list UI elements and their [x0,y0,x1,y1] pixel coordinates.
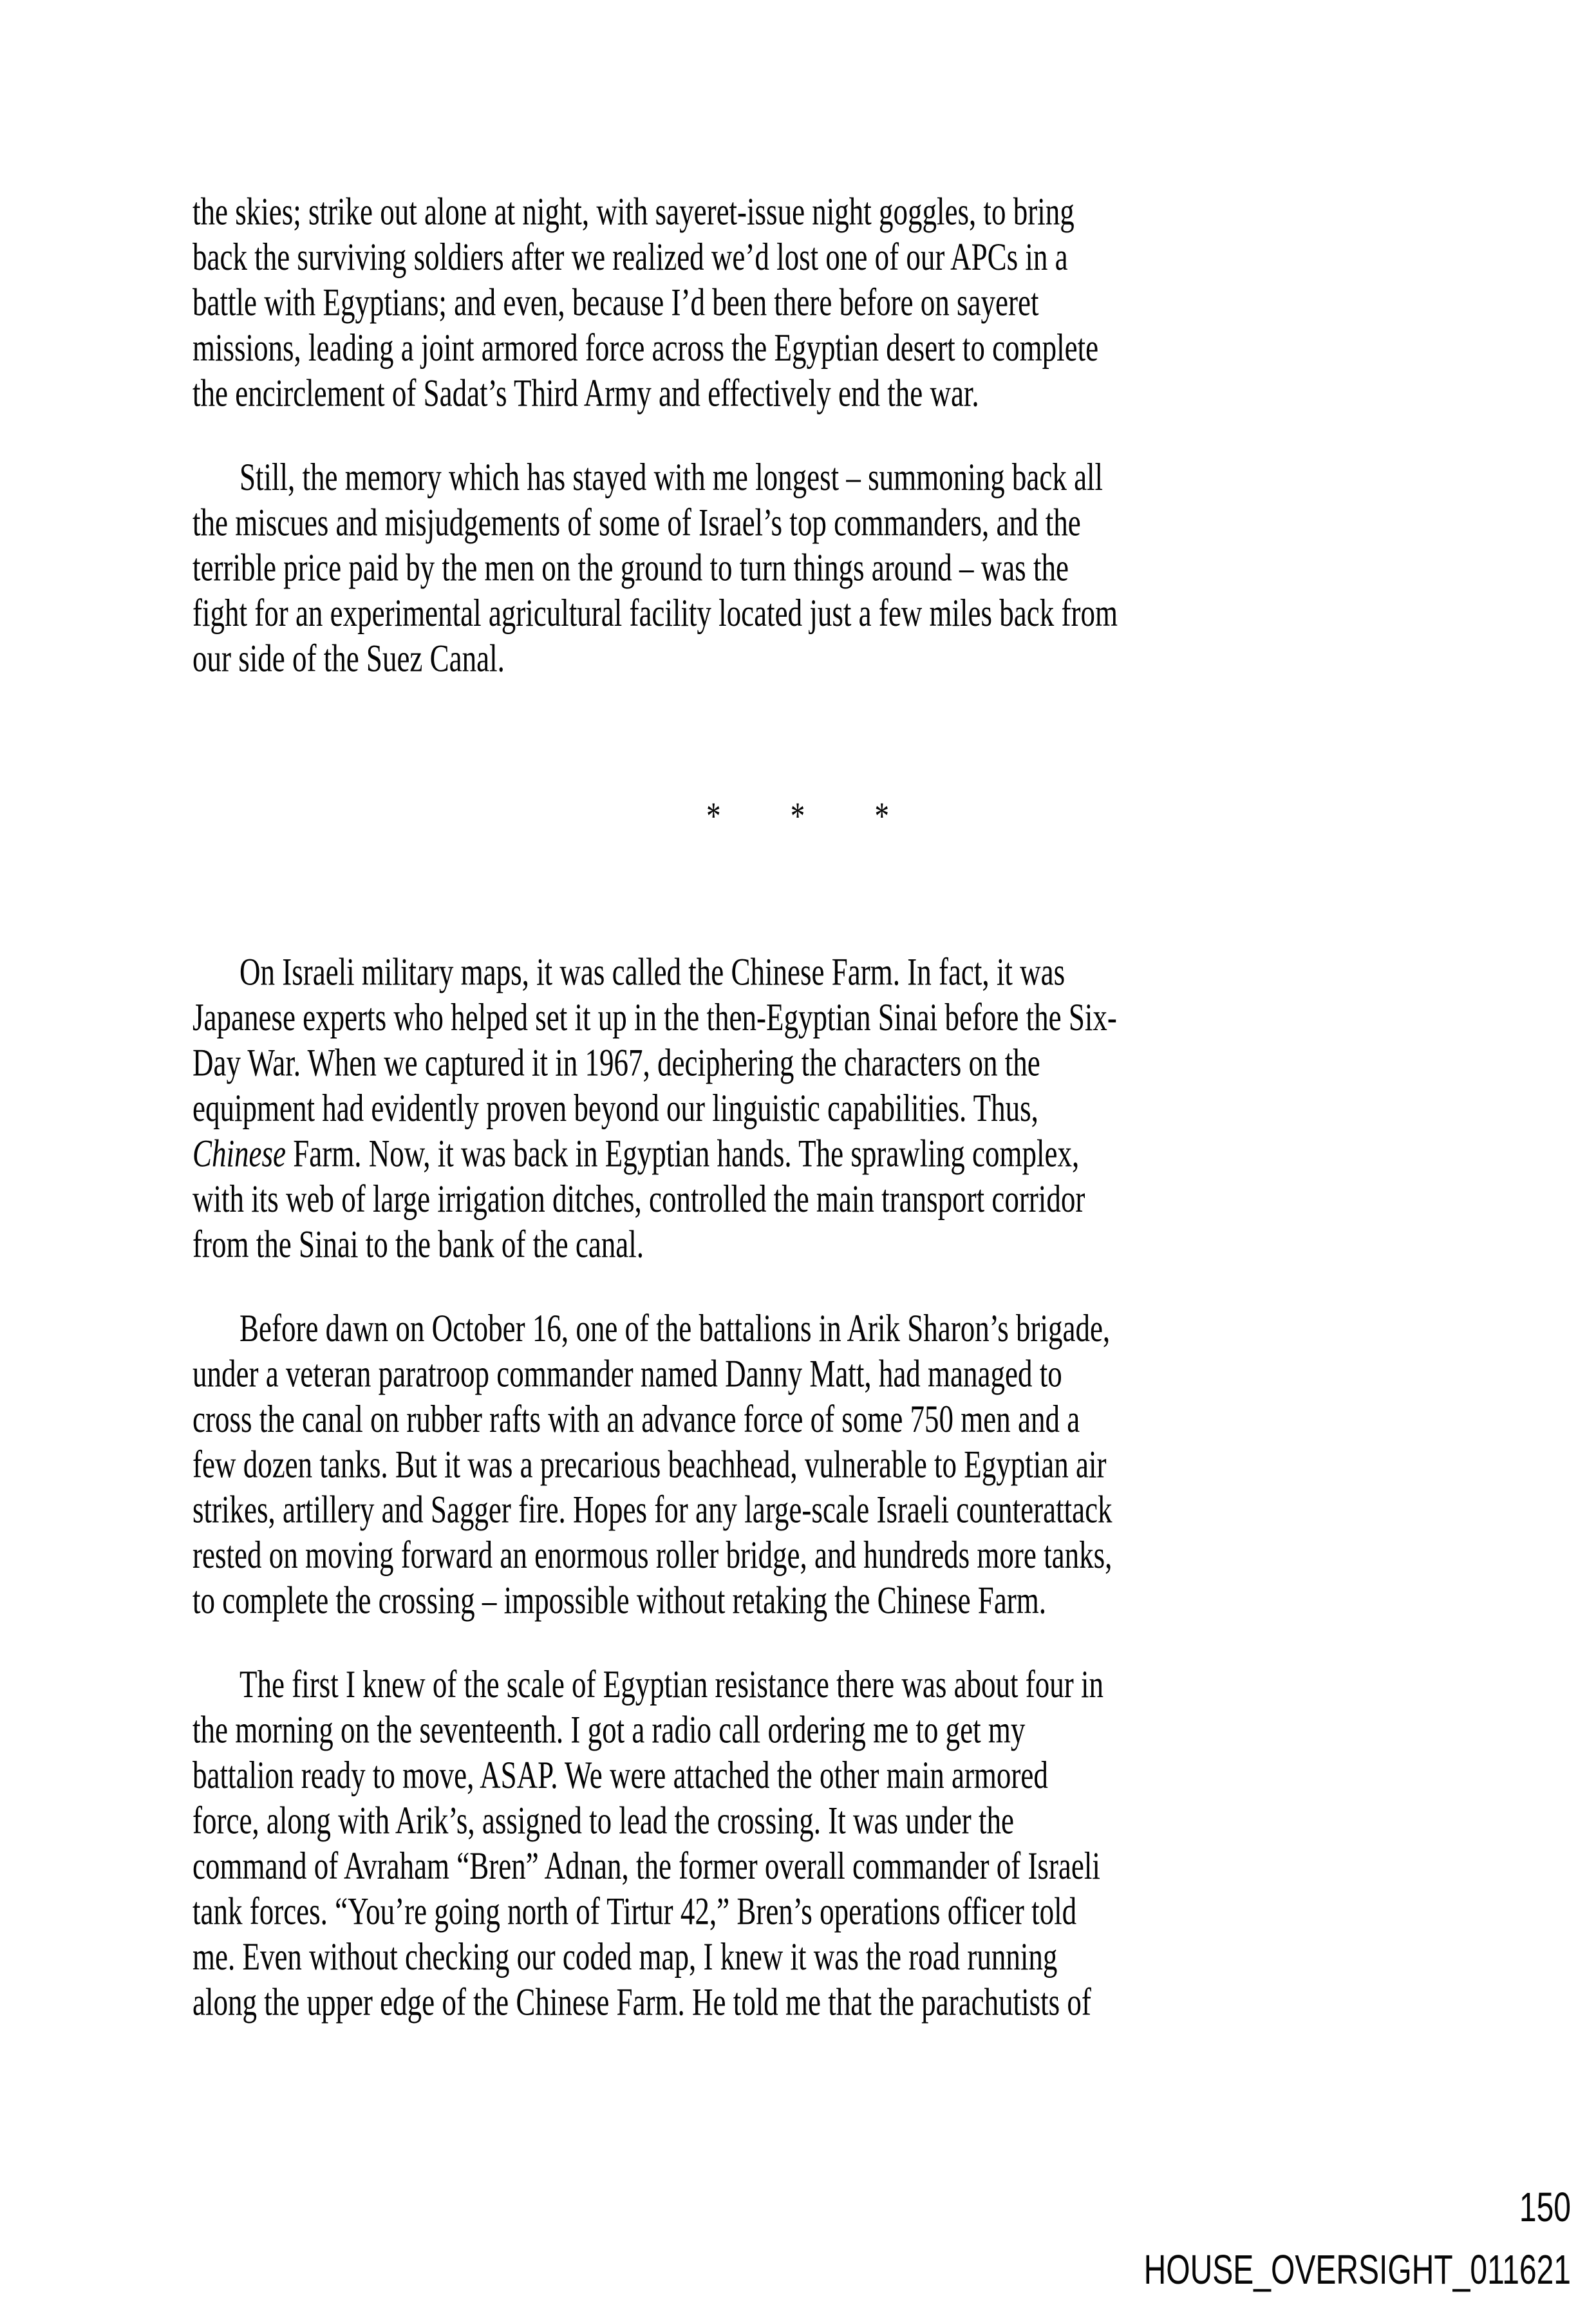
paragraph-3 [192,950,1403,1267]
text-line: Still, the memory which has stayed with me longest – summoning back all [239,455,1103,499]
italic-word: Chinese [192,1132,286,1175]
text-line: The first I knew of the scale of Egyptian resistance there was about four in [239,1662,1104,1706]
text-line: Before dawn on October 16, one of the battalions in Arik Sharon’s brigade, [239,1306,1111,1350]
text-line: back the surviving soldiers after we realized we’d lost one of our APCs in a [192,235,1068,279]
text-line: with its web of large irrigation ditches, controlled the main transport corridor [192,1177,1085,1221]
paragraph-1 [192,189,1403,416]
text-line: along the upper edge of the Chinese Farm. He told me that the parachutists of [192,1980,1091,2024]
text-line: On Israeli military maps, it was called the Chinese Farm. In fact, it was [239,950,1066,993]
text-line: the miscues and misjudgements of some of Israel’s top commanders, and the [192,501,1081,544]
text-line: few dozen tanks. But it was a precarious beachhead, vulnerable to Egyptian air [192,1443,1107,1486]
text-line: cross the canal on rubber rafts with an advance force of some 750 men and a [192,1397,1080,1441]
text-line: strikes, artillery and Sagger fire. Hopes for any large-scale Israeli counterattack [192,1488,1113,1532]
text-line: command of Avraham “Bren” Adnan, the former overall commander of Israeli [192,1844,1100,1888]
text-line: tank forces. “You’re going north of Tirtur 42,” Bren’s operations officer told [192,1890,1077,1933]
text-line: terrible price paid by the men on the ground to turn things around – was the [192,546,1069,590]
text-line: to complete the crossing – impossible without retaking the Chinese Farm. [192,1579,1047,1622]
text-line: battalion ready to move, ASAP. We were attached the other main armored [192,1753,1048,1797]
text-line-with-italic [192,1131,1403,1176]
paragraph-2 [192,455,1403,681]
text-line: the encirclement of Sadat’s Third Army and effectively end the war. [192,371,979,415]
text-line: under a veteran paratroop commander named Danny Matt, had managed to [192,1352,1062,1395]
text-line: force, along with Arik’s, assigned to lead the crossing. It was under the [192,1799,1014,1842]
text-line: fight for an experimental agricultural facility located just a few miles back from [192,592,1118,635]
bates-stamp: HOUSE_OVERSIGHT_011621 [1143,2248,1571,2293]
page-number: 150 [1519,2185,1571,2231]
text-line: the skies; strike out alone at night, with sayeret-issue night goggles, to bring [192,190,1075,233]
section-separator: * * * [706,794,889,838]
text-line: our side of the Suez Canal. [192,637,505,681]
body-text [192,189,1403,2026]
text-line: Day War. When we captured it in 1967, deciphering the characters on the [192,1041,1040,1084]
text-line: missions, leading a joint armored force across the Egyptian desert to complete [192,326,1099,370]
text-line: battle with Egyptians; and even, because I’d been there before on sayeret [192,281,1039,324]
text-line: rested on moving forward an enormous roller bridge, and hundreds more tanks, [192,1534,1113,1577]
text-line: equipment had evidently proven beyond our linguistic capabilities. Thus, [192,1086,1038,1130]
text-line: from the Sinai to the bank of the canal. [192,1223,644,1266]
text-line: the morning on the seventeenth. I got a radio call ordering me to get my [192,1708,1026,1751]
text-segment: Farm. Now, it was back in Egyptian hands. The sprawling complex, [285,1132,1080,1175]
paragraph-5 [192,1662,1403,2026]
paragraph-4 [192,1306,1403,1623]
text-line: me. Even without checking our coded map, I knew it was the road running [192,1935,1058,1979]
text-line: Japanese experts who helped set it up in the then-Egyptian Sinai before the Six- [192,995,1117,1039]
